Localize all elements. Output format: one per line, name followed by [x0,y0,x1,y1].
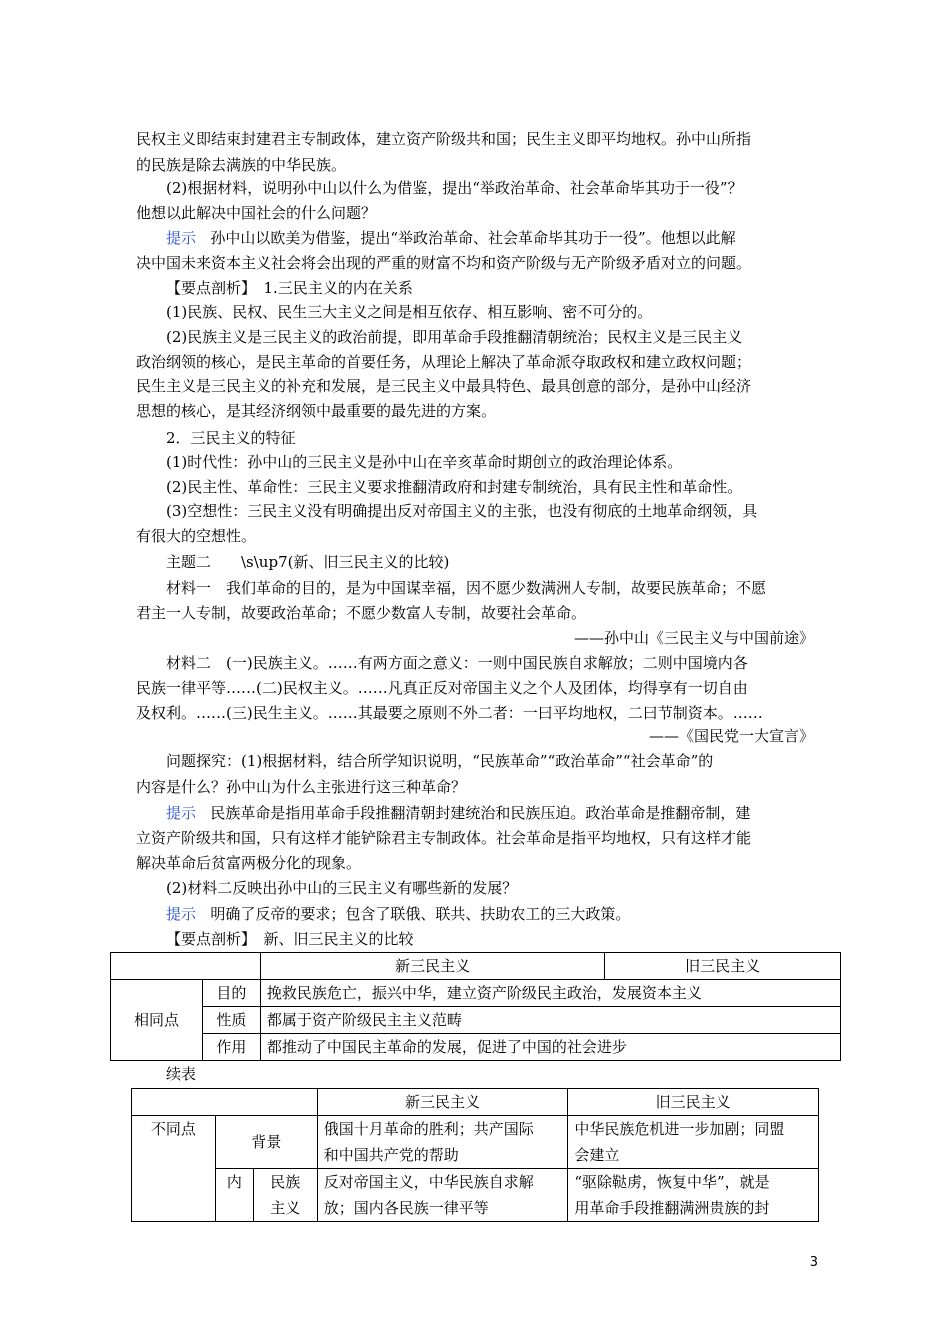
cell-line: 用革命手段推翻满洲贵族的封 [574,1199,770,1217]
table-header-new: 新三民主义 [260,953,604,980]
cell-line: 和中国共产党的帮助 [323,1146,459,1164]
table-cell [317,1169,568,1222]
paragraph-line: 思想的核心，是其经济纲领中最重要的最先进的方案。 [136,402,497,420]
paragraph-line: 决中国未来资本主义社会将会出现的严重的财富不均和资产阶级与无产阶级矛盾对立的问题。 [136,254,752,272]
hint-paragraph [166,225,736,251]
hint-label: 提示 [166,905,197,923]
cell-line: 会建立 [574,1146,620,1164]
section-heading: 【要点剖析】 1.三民主义的内在关系 [166,279,413,297]
material-line: 材料一 我们革命的目的，是为中国谋幸福，因不愿少数满洲人专制，故要民族革命；不愿 [166,579,767,597]
continued-label: 续表 [166,1065,197,1083]
paragraph-line: 立资产阶级共和国，只有这样才能铲除君主专制政体。社会革命是指平均地权，只有这样才能 [136,829,752,847]
paragraph-line: 的民族是除去满族的中华民族。 [136,156,347,174]
table-cell [568,1116,819,1169]
material-line: 君主一人专制，故要政治革命；不愿少数富人专制，故要社会革命。 [136,604,587,622]
paragraph-line: 民权主义即结束封建君主专制政体，建立资产阶级共和国；民生主义即平均地权。孙中山所指 [136,130,752,148]
table-header-empty [132,1089,318,1116]
table-cell: 都属于资产阶级民主主义范畴 [260,1007,840,1034]
section-heading: 【要点剖析】 新、旧三民主义的比较 [166,930,414,948]
table-header-old: 旧三民主义 [605,953,841,980]
cell-line: 俄国十月革命的胜利；共产国际 [323,1120,534,1138]
cell-line: 反对帝国主义，中华民族自求解 [323,1173,534,1191]
citation: ——《国民党一大宣言》 [648,727,814,745]
comparison-table-same [110,952,841,1061]
hint-text: 民族革命是指用革命手段推翻清朝封建统治和民族压迫。政治革命是推翻帝制，建 [210,804,751,822]
hint-label: 提示 [166,229,197,247]
table-header-new: 新三民主义 [317,1089,568,1116]
table-cell: 挽救民族危亡，振兴中华，建立资产阶级民主政治，发展资本主义 [260,980,840,1007]
table-row-label: 目的 [202,980,260,1007]
table-row-label [253,1169,317,1222]
table-row-label: 性质 [202,1007,260,1034]
topic-heading: 主题二 \s\up7(新、旧三民主义的比较) [166,553,450,571]
paragraph-line: (2)民主性、革命性：三民主义要求推翻清政府和封建专制统治，具有民主性和革命性。 [166,478,743,496]
paragraph-line: (3)空想性：三民主义没有明确提出反对帝国主义的主张，也没有彻底的土地革命纲领，具 [166,502,758,520]
table-row-label: 内 [215,1169,253,1222]
cell-line: 中华民族危机进一步加剧；同盟 [574,1120,785,1138]
hint-paragraph [166,901,630,927]
paragraph-line: (1)民族、民权、民生三大主义之间是相互依存、相互影响、密不可分的。 [166,303,653,321]
cell-line: “驱除鞑虏，恢复中华”，就是 [574,1173,770,1191]
page-number: 3 [809,1255,818,1270]
table-cell [568,1169,819,1222]
cell-line: 放；国内各民族一律平等 [323,1199,489,1217]
paragraph-line: (2)根据材料，说明孙中山以什么为借鉴，提出“举政治革命、社会革命毕其功于一役”？ [166,179,743,197]
table-row-label: 背景 [215,1116,317,1169]
material-line: 材料二 (一)民族主义。……有两方面之意义：一则中国民族自求解放；二则中国境内各 [166,654,748,672]
hint-label: 提示 [166,804,197,822]
material-line: 民族一律平等……(二)民权主义。……凡真正反对帝国主义之个人及团体，均得享有一切自由 [136,679,748,697]
question-line: (2)材料二反映出孙中山的三民主义有哪些新的发展？ [166,879,518,897]
comparison-table-diff [131,1088,819,1222]
paragraph-line: 政治纲领的核心，是民主革命的首要任务，从理论上解决了革命派夺取政权和建立政权问题； [136,353,752,371]
material-line: 及权利。……(三)民生主义。……其最要之原则不外二者：一曰平均地权，二曰节制资本。…… [136,704,763,722]
table-cell: 都推动了中国民主革命的发展，促进了中国的社会进步 [260,1034,840,1061]
table-group-label: 相同点 [111,980,203,1061]
paragraph-line: (2)民族主义是三民主义的政治前提，即用革命手段推翻清朝统治；民权主义是三民主义 [166,328,743,346]
paragraph-line: 民生主义是三民主义的补充和发展，是三民主义中最具特色、最具创意的部分，是孙中山经济 [136,377,752,395]
paragraph-line: 他想以此解决中国社会的什么问题？ [136,204,377,222]
citation: ——孙中山《三民主义与中国前途》 [573,629,814,647]
table-header-empty [111,953,261,980]
question-line: 内容是什么？孙中山为什么主张进行这三种革命？ [136,778,467,796]
table-header-old: 旧三民主义 [568,1089,819,1116]
hint-text: 孙中山以欧美为借鉴，提出“举政治革命、社会革命毕其功于一役”。他想以此解 [210,229,736,247]
table-group-label: 不同点 [132,1116,216,1222]
table-cell [317,1116,568,1169]
hint-text: 明确了反帝的要求；包含了联俄、联共、扶助农工的三大政策。 [210,905,631,923]
cell-line: 民族 [270,1173,301,1191]
paragraph-line: 有很大的空想性。 [136,527,257,545]
paragraph-line: (1)时代性：孙中山的三民主义是孙中山在辛亥革命时期创立的政治理论体系。 [166,453,683,471]
section-heading: 2．三民主义的特征 [166,429,296,447]
table-row-label: 作用 [202,1034,260,1061]
paragraph-line: 解决革命后贫富两极分化的现象。 [136,854,362,872]
question-line: 问题探究：(1)根据材料，结合所学知识说明，“民族革命”“政治革命”“社会革命”的 [166,752,714,770]
hint-paragraph [166,800,750,826]
cell-line: 主义 [270,1199,301,1217]
